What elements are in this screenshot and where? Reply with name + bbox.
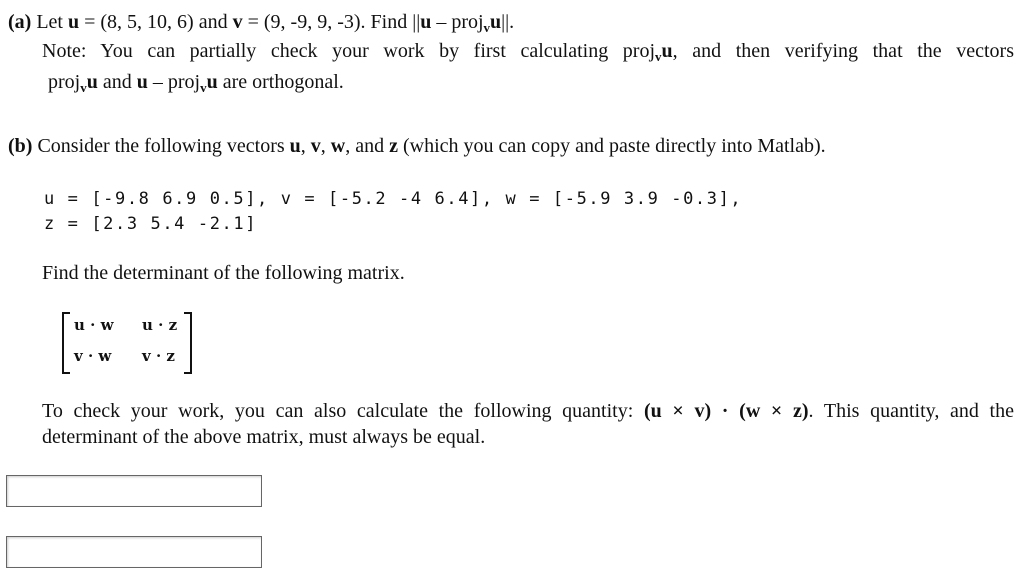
part-a-question — [8, 10, 514, 40]
text: = (9, -9, 9, -3). Find || — [242, 11, 421, 33]
check-work-line1 — [42, 399, 1014, 423]
right-bracket — [184, 312, 192, 374]
check-work-line2: determinant of the above matrix, must always be equal. — [42, 426, 486, 448]
find-determinant-text: Find the determinant of the following matrix. — [42, 262, 405, 284]
vector-u: u — [206, 71, 218, 93]
answer-b-input[interactable] — [6, 536, 262, 568]
text: – proj — [147, 71, 201, 93]
vector-u: u — [67, 11, 80, 33]
text: , and then verifying that the vectors — [672, 40, 1014, 62]
left-bracket — [62, 312, 70, 374]
code-line-1: u = [-9.8 6.9 0.5], v = [-5.2 -4 6.4], w = [-5.9 3.9 -0.3], — [44, 189, 743, 209]
matrix-cell-u-dot-z: u · z — [142, 316, 178, 334]
part-a-note-line1 — [42, 39, 1014, 69]
subscript-v: v — [655, 49, 662, 64]
text: are orthogonal. — [217, 71, 344, 93]
text: proj — [48, 71, 81, 93]
matrix-cell-v-dot-w: v · w — [74, 347, 112, 365]
triple-product-expression: (u × v) · (w × z) — [643, 400, 809, 422]
text: , — [300, 135, 311, 157]
text: = (8, 5, 10, 6) and — [79, 11, 233, 33]
vector-u: u — [420, 11, 432, 33]
code-line-2: z = [2.3 5.4 -2.1] — [44, 214, 258, 234]
subscript-v: v — [483, 20, 491, 35]
text: ||. — [501, 11, 515, 33]
part-a-note-line2 — [48, 70, 344, 100]
part-b-label: (b) — [8, 135, 33, 157]
text: , — [320, 135, 331, 157]
text: Let — [36, 11, 68, 33]
text: To check your work, you can also calculate the following quantity: — [42, 400, 644, 422]
text: . This quantity, and the — [808, 400, 1014, 422]
vector-u: u — [86, 71, 98, 93]
subscript-v: v — [200, 80, 207, 95]
vector-z: z — [389, 135, 398, 157]
subscript-v: v — [80, 80, 87, 95]
dot-product-matrix — [62, 312, 192, 372]
vector-u: u — [289, 135, 301, 157]
text: and — [97, 71, 137, 93]
part-b-intro — [8, 134, 826, 158]
answer-a-input[interactable] — [6, 475, 262, 507]
vector-u: u — [136, 71, 148, 93]
vector-w: w — [330, 135, 346, 157]
text: Consider the following vectors — [37, 135, 290, 157]
vector-u: u — [661, 40, 673, 62]
vector-u: u — [490, 11, 502, 33]
text: , and — [345, 135, 390, 157]
matrix-cell-u-dot-w: u · w — [74, 316, 114, 334]
text: Note: You can partially check your work by first calculating proj — [42, 40, 656, 62]
matrix-cell-v-dot-z: v · z — [142, 347, 175, 365]
vector-v: v — [232, 11, 243, 33]
part-a-label: (a) — [8, 11, 32, 33]
vector-v: v — [310, 135, 321, 157]
text: – proj — [431, 11, 484, 33]
text: (which you can copy and paste directly into Matlab). — [398, 135, 826, 157]
